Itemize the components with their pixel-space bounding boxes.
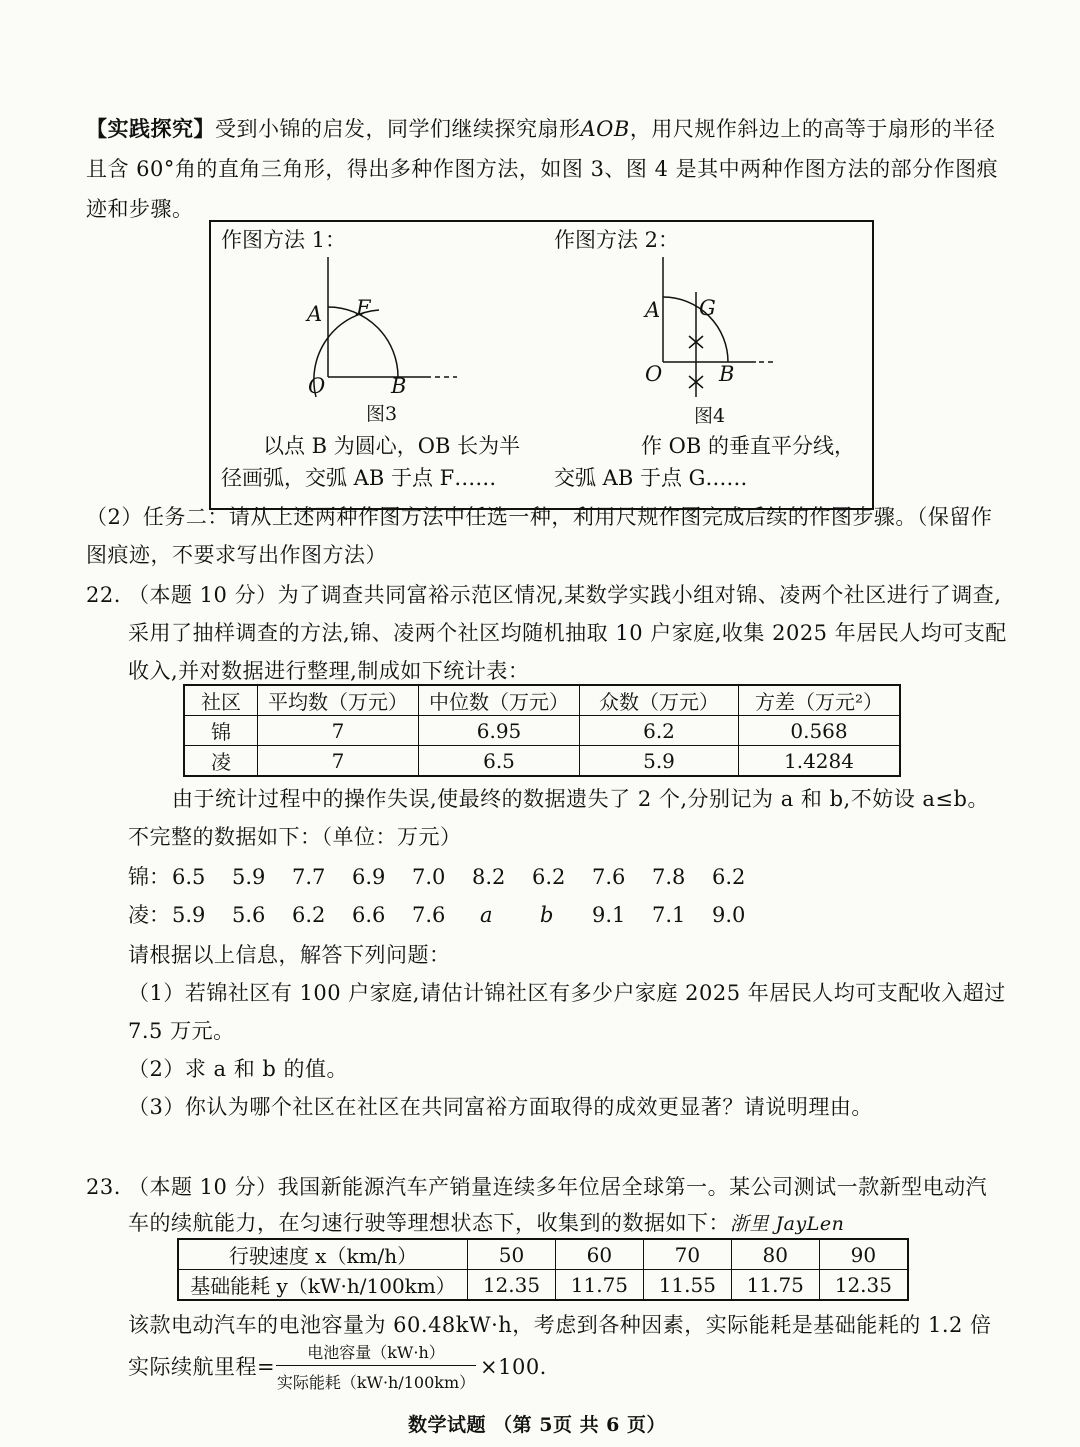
- jin-data-row: [128, 862, 828, 892]
- data-value: 6.2: [712, 865, 746, 889]
- table-cell: 12.35: [819, 1270, 908, 1301]
- table-cell: 锦: [184, 716, 258, 746]
- table-cell: 基础能耗 y（kW·h/100km）: [178, 1270, 468, 1301]
- task2-line-2: 图痕迹，不要求写出作图方法）: [86, 543, 387, 567]
- task2-line-1: （2）任务二：请从上述两种作图方法中任选一种，利用尺规作图完成后续的作图步骤。（保留作: [86, 505, 993, 529]
- ling-data-row: [128, 900, 828, 930]
- data-value: 6.5: [172, 865, 206, 889]
- q22-prompt: 请根据以上信息，解答下列问题：: [128, 943, 451, 967]
- table-header-cell: 中位数（万元）: [419, 685, 580, 716]
- jin-label: 锦：: [128, 865, 170, 889]
- q22-stats-table: [183, 684, 901, 777]
- table-cell: 6.2: [580, 716, 739, 746]
- data-value: a: [480, 903, 493, 927]
- table-cell: 11.55: [643, 1270, 731, 1301]
- table-cell: 60: [555, 1239, 643, 1270]
- table-header-cell: 方差（万元²）: [739, 685, 901, 716]
- fig4-label-a: A: [645, 298, 661, 322]
- method1-step-line-2: 径画弧，交弧 AB 于点 F……: [221, 466, 497, 490]
- data-value: 9.1: [592, 903, 626, 927]
- ling-label: 凌：: [128, 903, 170, 927]
- table-cell: 12.35: [468, 1270, 556, 1301]
- fig4-label-g: G: [699, 296, 716, 320]
- method2-step-line-1: 作 OB 的垂直平分线，: [641, 434, 855, 458]
- intro-line-2: 且含 60°角的直角三角形，得出多种作图方法，如图 3、图 4 是其中两种作图方法的部分作图痕: [86, 157, 999, 181]
- q23-line-2: 车的续航能力，在匀速行驶等理想状态下，收集到的数据如下：浙里 JayLen: [128, 1211, 845, 1235]
- table-cell: 6.95: [419, 716, 580, 746]
- data-value: 8.2: [472, 865, 506, 889]
- intro-line-1: 【实践探究】受到小锦的启发，同学们继续探究扇形AOB，用尺规作斜边上的高等于扇形的半径: [86, 116, 996, 141]
- watermark: 浙里 JayLen: [730, 1213, 845, 1235]
- table-cell: 11.75: [555, 1270, 643, 1301]
- method2-step-line-2: 交弧 AB 于点 G……: [554, 466, 748, 490]
- data-value: 9.0: [712, 903, 746, 927]
- table-header-row: [184, 685, 900, 716]
- table-cell: 0.568: [739, 716, 901, 746]
- data-value: 7.0: [412, 865, 446, 889]
- fig3-label-a: A: [307, 302, 323, 326]
- q22-number: 22.: [86, 583, 121, 607]
- table-cell: 7: [258, 746, 419, 777]
- q22-line-3: 收入,并对数据进行整理,制成如下统计表：: [128, 659, 530, 683]
- table-cell: 90: [819, 1239, 908, 1270]
- table-cell: 1.4284: [739, 746, 901, 777]
- fig4-caption: 图4: [694, 405, 726, 427]
- table-cell: 80: [731, 1239, 819, 1270]
- q23-battery: 该款电动汽车的电池容量为 60.48kW·h，考虑到各种因素，实际能耗是基础能耗的 1.2 倍: [128, 1313, 992, 1337]
- table-cell: 11.75: [731, 1270, 819, 1301]
- table-cell: 6.5: [419, 746, 580, 777]
- fraction-bar: [276, 1365, 476, 1366]
- q22-note-1: 由于统计过程中的操作失误,使最终的数据遗失了 2 个,分别记为 a 和 b,不妨设 a≤b。: [172, 787, 989, 811]
- fig4-label-b: B: [719, 362, 735, 386]
- q22-note-2: 不完整的数据如下：（单位：万元）: [128, 825, 462, 849]
- table-row: [178, 1239, 908, 1270]
- q23-formula-rhs: ×100.: [480, 1355, 547, 1379]
- table-cell: 凌: [184, 746, 258, 777]
- data-value: 7.7: [292, 865, 326, 889]
- q22-line-1: （本题 10 分）为了调查共同富裕示范区情况,某数学实践小组对锦、凌两个社区进行了调查,: [128, 583, 1002, 607]
- table-cell: 行驶速度 x（km/h）: [178, 1239, 468, 1270]
- q23-formula-denominator: 实际能耗（kW·h/100km）: [276, 1373, 476, 1392]
- q23-data-table: [177, 1238, 909, 1301]
- q22-sub3: （3）你认为哪个社区在社区在共同富裕方面取得的成效更显著？请说明理由。: [128, 1095, 873, 1119]
- fig3-label-b: B: [391, 374, 407, 398]
- q22-sub1-line-1: （1）若锦社区有 100 户家庭,请估计锦社区有多少户家庭 2025 年居民人均可支配收入超过: [128, 981, 1006, 1005]
- q22-sub2: （2）求 a 和 b 的值。: [128, 1057, 349, 1081]
- data-value: b: [540, 903, 554, 927]
- q23-line-1: （本题 10 分）我国新能源汽车产销量连续多年位居全球第一。某公司测试一款新型电动汽: [128, 1175, 988, 1199]
- table-cell: 50: [468, 1239, 556, 1270]
- table-cell: 7: [258, 716, 419, 746]
- page-footer: 数学试题 （第 5页 共 6 页）: [408, 1414, 667, 1436]
- data-value: 7.1: [652, 903, 686, 927]
- data-value: 5.9: [172, 903, 206, 927]
- q23-formula-numerator: 电池容量（kW·h）: [307, 1343, 445, 1362]
- fig3-label-o: O: [308, 374, 326, 398]
- data-value: 6.2: [532, 865, 566, 889]
- method2-title: 作图方法 2：: [554, 228, 680, 252]
- fig3-label-f: F: [356, 296, 371, 320]
- data-value: 5.6: [232, 903, 266, 927]
- table-header-cell: 社区: [184, 685, 258, 716]
- table-cell: 5.9: [580, 746, 739, 777]
- construction-figure-box: [209, 220, 874, 510]
- table-header-cell: 平均数（万元）: [258, 685, 419, 716]
- table-header-cell: 众数（万元）: [580, 685, 739, 716]
- q22-line-2: 采用了抽样调查的方法,锦、凌两个社区均随机抽取 10 户家庭,收集 2025 年居民人均可支配: [128, 621, 1007, 645]
- data-value: 7.6: [592, 865, 626, 889]
- section-tag: 【实践探究】: [86, 116, 215, 141]
- intro-line-3: 迹和步骤。: [86, 197, 194, 221]
- table-row: [184, 746, 900, 777]
- table-cell: 70: [643, 1239, 731, 1270]
- q23-formula-lhs: 实际续航里程=: [128, 1355, 276, 1379]
- q22-sub1-line-2: 7.5 万元。: [128, 1019, 235, 1043]
- data-value: 5.9: [232, 865, 266, 889]
- method1-title: 作图方法 1：: [221, 228, 347, 252]
- data-value: 6.6: [352, 903, 386, 927]
- method1-step-line-1: 以点 B 为圆心，OB 长为半: [263, 434, 521, 458]
- q23-number: 23.: [86, 1175, 121, 1199]
- fig4-label-o: O: [645, 362, 663, 386]
- data-value: 6.2: [292, 903, 326, 927]
- data-value: 7.8: [652, 865, 686, 889]
- fig3-caption: 图3: [366, 403, 398, 425]
- data-value: 7.6: [412, 903, 446, 927]
- table-row: [184, 716, 900, 746]
- data-value: 6.9: [352, 865, 386, 889]
- table-row: [178, 1270, 908, 1301]
